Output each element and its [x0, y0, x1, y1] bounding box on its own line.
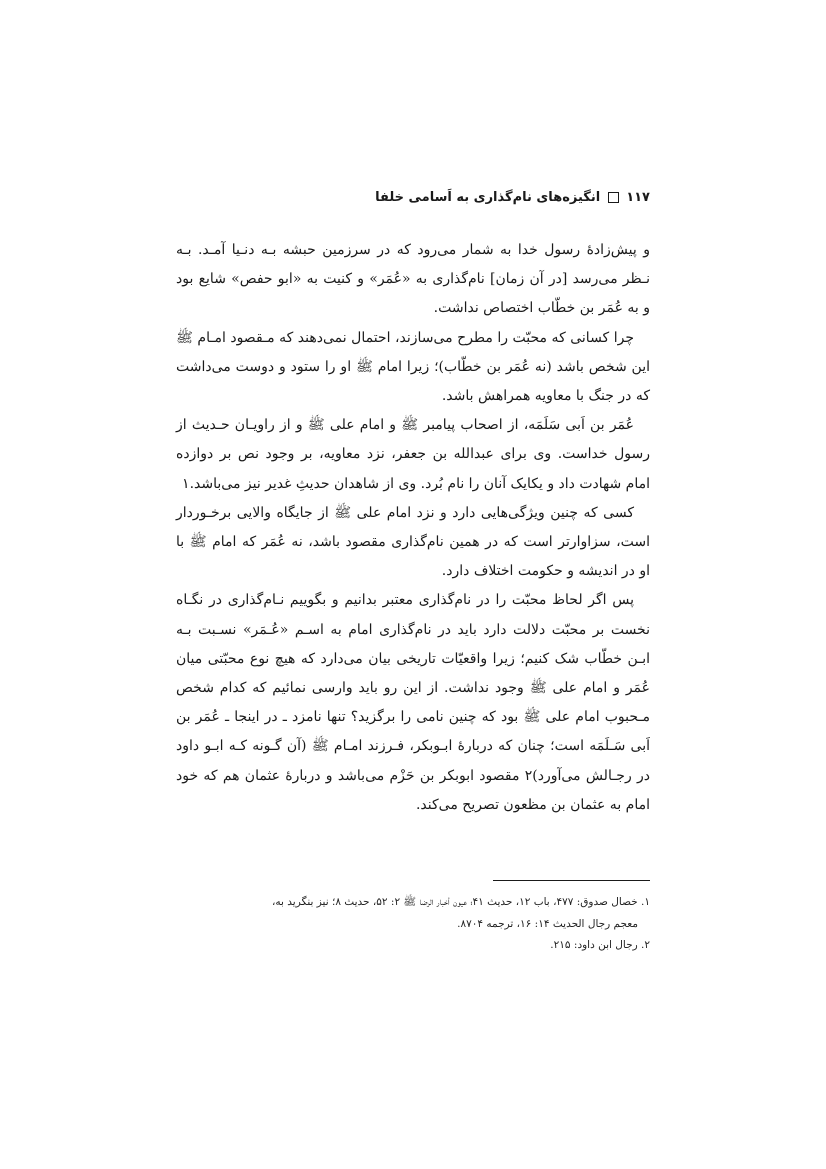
- page-number: ۱۱۷: [626, 190, 650, 205]
- paragraph: عُمَر بن اَبی سَلَمَه، از اصحاب پیامبر ﷺ و امام علی ﷺ و از راویـان حـدیث از رسول خداست. وی برای عبدالله بن جعفر، نزد معاویه، بر وجود نص بر دوازده امام شهادت داد و یکایک آنان را نام بُرد. وی از شاهدان حدیثِ غدیر نیز می‌باشد.۱: [176, 417, 650, 492]
- paragraph: و پیش‌زادهٔ رسول خدا به شمار می‌رود که در سرزمین حبشه بـه دنـیا آمـد. بـه نـظر می‌رسد [در آن زمان] نام‌گذاری به «عُمَر» و کنیت به «ابو حفص» شایع بود و به عُمَر بن خطّاب اختصاص نداشت.: [176, 242, 650, 317]
- paragraph: چرا کسانی که محبّت را مطرح می‌سازند، احتمال نمی‌دهند که مـقصود امـام ﷺ این شخص باشد (نه عُمَر بن خطّاب)؛ زیرا امام ﷺ او را ستود و دوست می‌داشت که در جنگ با معاویه همراهش باشد.: [176, 329, 650, 405]
- square-bullet-icon: [608, 192, 619, 203]
- paragraph: پس اگر لحاظ محبّت را در نام‌گذاری معتبر بدانیم و بگوییم نـام‌گذاری در نگـاه نخست بر محبّت دلالت دارد باید در نام‌گذاری امام به اسـم «عُـمَر» نسـبت بـه ابـن خطّاب شک کنیم؛ زیرا واقعیّات تاریخی بیان می‌دارد که هیچ نوع محبّتی میان عُمَر و امام علی ﷺ وجود نداشت. از این رو باید وارسی نمائیم که کدام شخص مـحبوب امام علی ﷺ بود که چنین نامی را برگزید؟ تنها نامزد ـ در اینجا ـ عُمَر بن اَبی سَـلَمَه است؛ چنان که دربارهٔ ابـوبکر، فـرزند امـام ﷺ (آن گـونه کـه ابـو داود در رجـالش می‌آورد)۲ مقصود ابوبکر بن حَزْم می‌باشد و دربارهٔ عثمان هم که خود امام به عثمان بن مظعون تصریح می‌کند.: [176, 592, 650, 813]
- footnotes: [176, 892, 650, 957]
- footnote-1-continuation: معجم رجال الحدیث ۱۴: ۱۶، ترجمه ۸۷۰۴.: [457, 917, 638, 930]
- page-header: [176, 190, 650, 205]
- paragraph: کسی که چنین ویژگی‌هایی دارد و نزد امام علی ﷺ از جایگاه والایی برخـوردار است، سزاوارتر است که در همین نام‌گذاری مقصود باشد، نه عُمَر که امام ﷺ با او در اندیشه و حکومت اختلاف دارد.: [176, 504, 650, 580]
- main-text: [176, 236, 650, 820]
- running-title: انگیزه‌های نام‌گذاری به اَسامی خلفا: [375, 190, 601, 205]
- footnote-1: ۱. خصال صدوق: ۴۷۷، باب ۱۲، حدیث ۴۱؛ عیون أخبار الرضا ﷺ ۲: ۵۲، حدیث ۸؛ نیز بنگرید به،: [272, 896, 650, 908]
- footnote-2: ۲. رجال ابن داود: ۲۱۵.: [550, 939, 650, 951]
- footnote-divider: [493, 880, 650, 881]
